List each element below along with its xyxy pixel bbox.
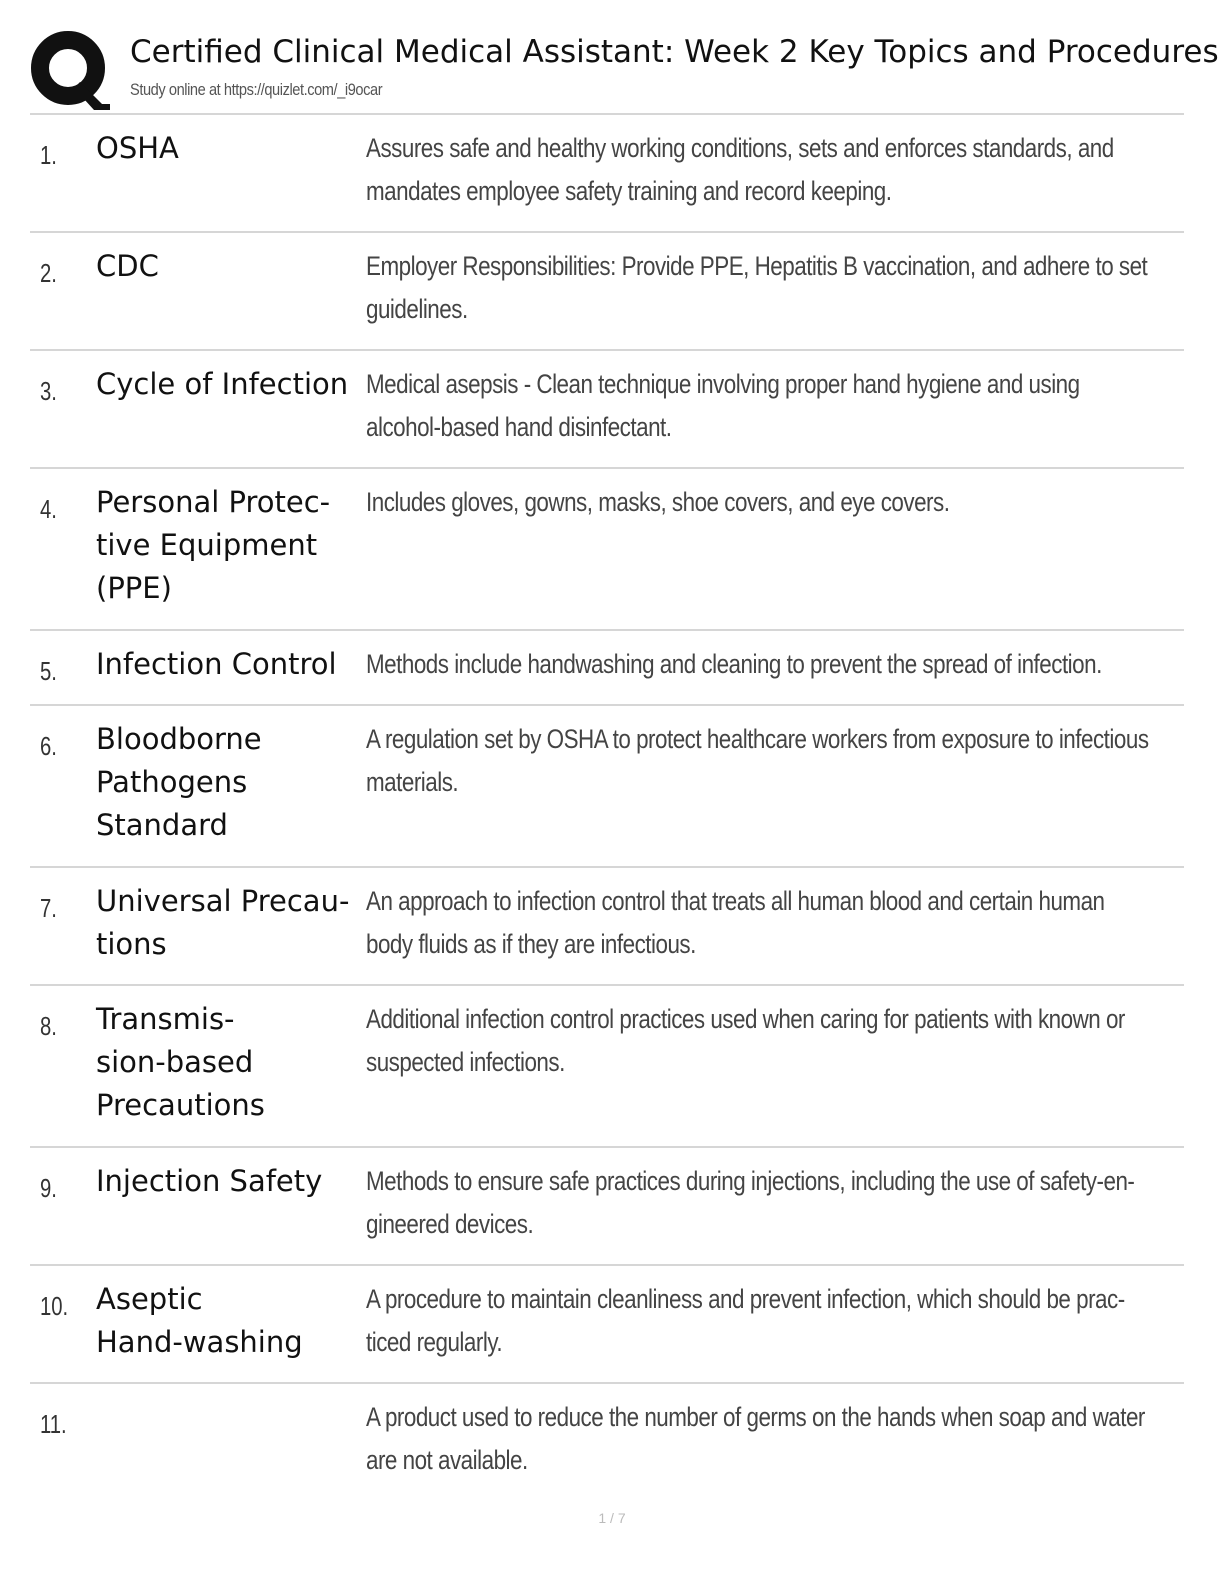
term-title: Personal Protec- tive Equipment (PPE): [96, 485, 331, 605]
term-row: [30, 233, 1184, 351]
term-definition: Includes gloves, gowns, masks, shoe covers, and eye covers.: [366, 487, 950, 517]
quizlet-q-logo-icon: [30, 30, 110, 110]
term-row: [30, 631, 1184, 706]
term-number: 9.: [40, 1173, 57, 1203]
term-number: 10.: [40, 1291, 69, 1321]
term-title: CDC: [96, 249, 159, 283]
term-title: Infection Control: [96, 647, 337, 681]
term-number: 11.: [40, 1409, 67, 1439]
term-title: Injection Safety: [96, 1164, 323, 1198]
term-title: Transmis- sion-based Precautions: [96, 1002, 265, 1122]
term-row: [30, 986, 1184, 1148]
term-definition: A regulation set by OSHA to protect healthcare workers from exposure to infectious materials.: [366, 724, 1149, 797]
term-title: Aseptic Hand-washing: [96, 1282, 303, 1359]
term-number: 8.: [40, 1011, 57, 1041]
term-definition: An approach to infection control that treats all human blood and certain human body fluids as if they are infectious.: [366, 886, 1105, 959]
term-title: OSHA: [96, 131, 179, 165]
term-title: Bloodborne Pathogens Standard: [96, 722, 262, 842]
term-row: [30, 868, 1184, 986]
term-row: [30, 1384, 1184, 1502]
term-row: [30, 706, 1184, 868]
term-definition: Medical asepsis - Clean technique involving proper hand hygiene and using alcohol-based hand disinfectant.: [366, 369, 1080, 442]
term-title: Universal Precau- tions: [96, 884, 350, 961]
term-number: 6.: [40, 731, 57, 761]
page-indicator: 1 / 7: [598, 1510, 626, 1526]
page-header: [30, 28, 1219, 114]
term-definition: Additional infection control practices used when caring for patients with known or suspected infections.: [366, 1004, 1125, 1077]
term-definition: Methods to ensure safe practices during injections, including the use of safety-en- gineered devices.: [366, 1166, 1135, 1239]
term-number: 1.: [40, 140, 57, 170]
term-list: [30, 115, 1184, 1502]
term-row: [30, 1148, 1184, 1266]
term-row: [30, 469, 1184, 631]
term-number: 4.: [40, 494, 57, 524]
term-definition: Assures safe and healthy working conditions, sets and enforces standards, and mandates employee safety training and record keeping.: [366, 133, 1114, 206]
page-title: Certified Clinical Medical Assistant: Week 2 Key Topics and Procedures: [130, 34, 1219, 70]
term-title: Cycle of Infection: [96, 367, 349, 401]
term-definition: Employer Responsibilities: Provide PPE, Hepatitis B vaccination, and adhere to set guidelines.: [366, 251, 1148, 324]
term-definition: A product used to reduce the number of germs on the hands when soap and water are not available.: [366, 1402, 1145, 1475]
term-row: [30, 115, 1184, 233]
term-definition: A procedure to maintain cleanliness and prevent infection, which should be prac- ticed regularly.: [366, 1284, 1125, 1357]
term-number: 3.: [40, 376, 57, 406]
term-number: 5.: [40, 656, 57, 686]
term-row: [30, 1266, 1184, 1384]
term-number: 2.: [40, 258, 57, 288]
study-online-link-text[interactable]: Study online at https://quizlet.com/_i9ocar: [130, 80, 383, 99]
term-definition: Methods include handwashing and cleaning to prevent the spread of infection.: [366, 649, 1102, 679]
term-row: [30, 351, 1184, 469]
term-number: 7.: [40, 893, 57, 923]
